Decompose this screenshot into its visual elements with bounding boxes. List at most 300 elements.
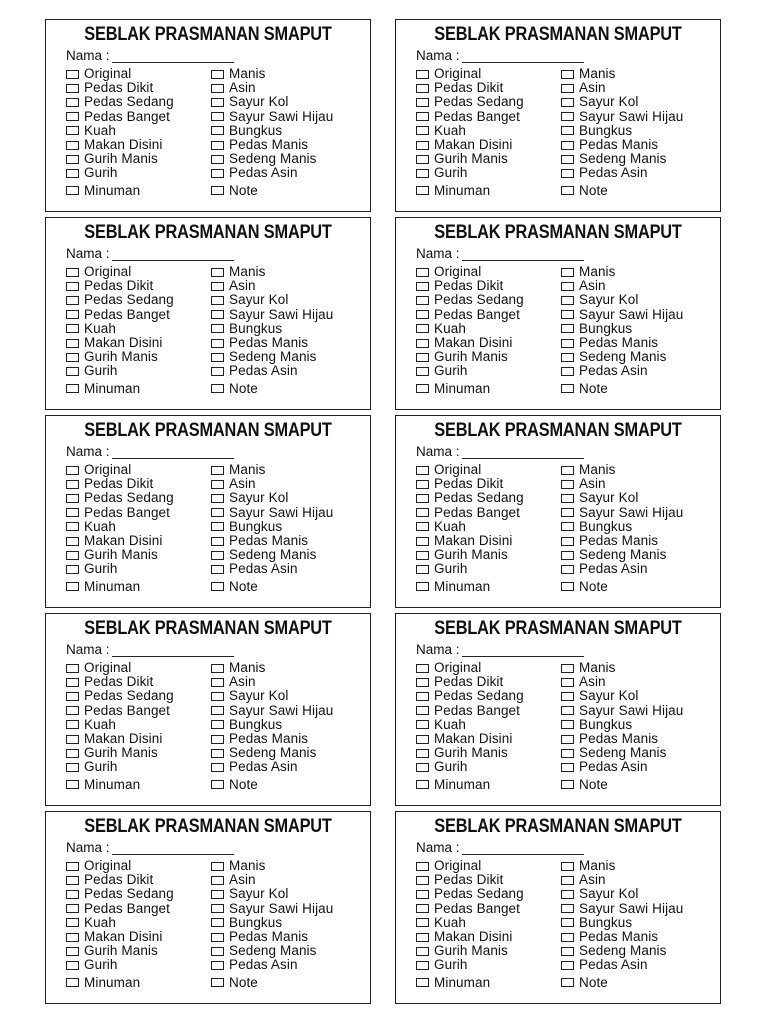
option-item[interactable]: [416, 916, 524, 930]
option-item[interactable]: [561, 152, 683, 166]
checkbox[interactable]: [211, 918, 224, 927]
option-item[interactable]: [66, 916, 174, 930]
checkbox[interactable]: [211, 565, 224, 574]
option-item[interactable]: [211, 520, 333, 534]
option-item[interactable]: [66, 958, 174, 972]
option-item[interactable]: [66, 746, 174, 760]
checkbox[interactable]: [211, 98, 224, 107]
option-item[interactable]: [211, 859, 333, 873]
option-item[interactable]: [211, 67, 333, 81]
option-item[interactable]: [211, 958, 333, 972]
checkbox[interactable]: [211, 735, 224, 744]
option-item[interactable]: [211, 81, 333, 95]
option-item[interactable]: [561, 580, 683, 594]
option-item[interactable]: [66, 477, 174, 491]
checkbox[interactable]: [211, 890, 224, 899]
checkbox[interactable]: [66, 84, 79, 93]
checkbox[interactable]: [416, 186, 429, 195]
checkbox[interactable]: [561, 186, 574, 195]
checkbox[interactable]: [561, 978, 574, 987]
checkbox[interactable]: [66, 706, 79, 715]
option-item[interactable]: [416, 463, 524, 477]
name-field[interactable]: [462, 446, 584, 459]
option-item[interactable]: [66, 873, 174, 887]
checkbox[interactable]: [561, 494, 574, 503]
option-item[interactable]: [211, 463, 333, 477]
option-item[interactable]: [416, 67, 524, 81]
option-item[interactable]: [561, 902, 683, 916]
option-item[interactable]: [211, 364, 333, 378]
option-item[interactable]: [66, 976, 174, 990]
option-item[interactable]: [561, 958, 683, 972]
checkbox[interactable]: [211, 876, 224, 885]
option-item[interactable]: [416, 110, 524, 124]
checkbox[interactable]: [416, 98, 429, 107]
checkbox[interactable]: [66, 978, 79, 987]
option-item[interactable]: [211, 336, 333, 350]
option-item[interactable]: [561, 859, 683, 873]
option-item[interactable]: [211, 124, 333, 138]
checkbox[interactable]: [561, 282, 574, 291]
checkbox[interactable]: [561, 692, 574, 701]
option-item[interactable]: [66, 124, 174, 138]
checkbox[interactable]: [561, 565, 574, 574]
option-item[interactable]: [561, 336, 683, 350]
option-item[interactable]: [66, 562, 174, 576]
option-item[interactable]: [66, 166, 174, 180]
option-item[interactable]: [416, 138, 524, 152]
checkbox[interactable]: [66, 918, 79, 927]
option-item[interactable]: [211, 350, 333, 364]
checkbox[interactable]: [66, 155, 79, 164]
checkbox[interactable]: [211, 551, 224, 560]
option-item[interactable]: [66, 81, 174, 95]
option-item[interactable]: [211, 491, 333, 505]
option-item[interactable]: [561, 293, 683, 307]
checkbox[interactable]: [211, 310, 224, 319]
option-item[interactable]: [416, 279, 524, 293]
checkbox[interactable]: [211, 70, 224, 79]
checkbox[interactable]: [561, 582, 574, 591]
checkbox[interactable]: [561, 706, 574, 715]
checkbox[interactable]: [561, 735, 574, 744]
option-item[interactable]: [66, 279, 174, 293]
checkbox[interactable]: [66, 961, 79, 970]
option-item[interactable]: [66, 689, 174, 703]
checkbox[interactable]: [561, 876, 574, 885]
name-field[interactable]: [462, 248, 584, 261]
option-item[interactable]: [561, 689, 683, 703]
checkbox[interactable]: [66, 466, 79, 475]
checkbox[interactable]: [66, 678, 79, 687]
option-item[interactable]: [66, 364, 174, 378]
option-item[interactable]: [66, 184, 174, 198]
checkbox[interactable]: [561, 70, 574, 79]
name-field[interactable]: [462, 50, 584, 63]
checkbox[interactable]: [211, 904, 224, 913]
option-item[interactable]: [66, 887, 174, 901]
option-item[interactable]: [561, 67, 683, 81]
checkbox[interactable]: [66, 537, 79, 546]
checkbox[interactable]: [211, 282, 224, 291]
checkbox[interactable]: [416, 494, 429, 503]
option-item[interactable]: [211, 308, 333, 322]
option-item[interactable]: [211, 562, 333, 576]
option-item[interactable]: [211, 778, 333, 792]
checkbox[interactable]: [561, 310, 574, 319]
option-item[interactable]: [211, 110, 333, 124]
checkbox[interactable]: [416, 339, 429, 348]
checkbox[interactable]: [561, 720, 574, 729]
option-item[interactable]: [416, 704, 524, 718]
checkbox[interactable]: [66, 862, 79, 871]
option-item[interactable]: [211, 887, 333, 901]
checkbox[interactable]: [66, 551, 79, 560]
checkbox[interactable]: [561, 268, 574, 277]
checkbox[interactable]: [66, 70, 79, 79]
checkbox[interactable]: [211, 508, 224, 517]
option-item[interactable]: [211, 976, 333, 990]
checkbox[interactable]: [66, 508, 79, 517]
checkbox[interactable]: [416, 282, 429, 291]
checkbox[interactable]: [66, 282, 79, 291]
checkbox[interactable]: [416, 155, 429, 164]
option-item[interactable]: [66, 350, 174, 364]
checkbox[interactable]: [561, 353, 574, 362]
option-item[interactable]: [66, 293, 174, 307]
option-item[interactable]: [416, 520, 524, 534]
checkbox[interactable]: [416, 70, 429, 79]
option-item[interactable]: [66, 580, 174, 594]
option-item[interactable]: [66, 463, 174, 477]
checkbox[interactable]: [416, 862, 429, 871]
checkbox[interactable]: [416, 353, 429, 362]
option-item[interactable]: [416, 491, 524, 505]
checkbox[interactable]: [416, 692, 429, 701]
checkbox[interactable]: [561, 918, 574, 927]
checkbox[interactable]: [416, 537, 429, 546]
option-item[interactable]: [66, 944, 174, 958]
checkbox[interactable]: [211, 763, 224, 772]
checkbox[interactable]: [416, 466, 429, 475]
option-item[interactable]: [561, 944, 683, 958]
option-item[interactable]: [416, 308, 524, 322]
name-field[interactable]: [112, 248, 234, 261]
option-item[interactable]: [561, 138, 683, 152]
checkbox[interactable]: [416, 367, 429, 376]
option-item[interactable]: [561, 661, 683, 675]
checkbox[interactable]: [416, 890, 429, 899]
option-item[interactable]: [66, 704, 174, 718]
checkbox[interactable]: [561, 367, 574, 376]
checkbox[interactable]: [416, 324, 429, 333]
option-item[interactable]: [561, 520, 683, 534]
checkbox[interactable]: [561, 890, 574, 899]
option-item[interactable]: [561, 718, 683, 732]
checkbox[interactable]: [66, 384, 79, 393]
option-item[interactable]: [561, 548, 683, 562]
checkbox[interactable]: [211, 339, 224, 348]
option-item[interactable]: [416, 152, 524, 166]
option-item[interactable]: [211, 580, 333, 594]
option-item[interactable]: [211, 873, 333, 887]
checkbox[interactable]: [561, 508, 574, 517]
checkbox[interactable]: [66, 735, 79, 744]
option-item[interactable]: [211, 760, 333, 774]
option-item[interactable]: [66, 308, 174, 322]
option-item[interactable]: [211, 138, 333, 152]
checkbox[interactable]: [416, 720, 429, 729]
checkbox[interactable]: [211, 367, 224, 376]
checkbox[interactable]: [211, 947, 224, 956]
checkbox[interactable]: [211, 480, 224, 489]
checkbox[interactable]: [211, 933, 224, 942]
option-item[interactable]: [66, 382, 174, 396]
option-item[interactable]: [66, 902, 174, 916]
checkbox[interactable]: [211, 780, 224, 789]
checkbox[interactable]: [211, 141, 224, 150]
option-item[interactable]: [561, 491, 683, 505]
option-item[interactable]: [211, 279, 333, 293]
checkbox[interactable]: [416, 749, 429, 758]
name-field[interactable]: [462, 842, 584, 855]
option-item[interactable]: [66, 520, 174, 534]
checkbox[interactable]: [66, 749, 79, 758]
option-item[interactable]: [211, 548, 333, 562]
option-item[interactable]: [66, 67, 174, 81]
checkbox[interactable]: [66, 720, 79, 729]
checkbox[interactable]: [66, 494, 79, 503]
name-field[interactable]: [112, 446, 234, 459]
checkbox[interactable]: [211, 84, 224, 93]
checkbox[interactable]: [66, 310, 79, 319]
checkbox[interactable]: [561, 466, 574, 475]
option-item[interactable]: [211, 152, 333, 166]
option-item[interactable]: [66, 760, 174, 774]
option-item[interactable]: [416, 661, 524, 675]
option-item[interactable]: [416, 718, 524, 732]
checkbox[interactable]: [66, 169, 79, 178]
checkbox[interactable]: [66, 367, 79, 376]
option-item[interactable]: [66, 548, 174, 562]
option-item[interactable]: [561, 778, 683, 792]
checkbox[interactable]: [416, 961, 429, 970]
checkbox[interactable]: [561, 537, 574, 546]
checkbox[interactable]: [416, 508, 429, 517]
checkbox[interactable]: [561, 780, 574, 789]
option-item[interactable]: [66, 95, 174, 109]
checkbox[interactable]: [66, 890, 79, 899]
option-item[interactable]: [66, 930, 174, 944]
checkbox[interactable]: [211, 155, 224, 164]
checkbox[interactable]: [561, 339, 574, 348]
checkbox[interactable]: [211, 582, 224, 591]
checkbox[interactable]: [66, 98, 79, 107]
name-field[interactable]: [462, 644, 584, 657]
option-item[interactable]: [66, 322, 174, 336]
option-item[interactable]: [416, 760, 524, 774]
checkbox[interactable]: [561, 678, 574, 687]
option-item[interactable]: [416, 944, 524, 958]
checkbox[interactable]: [211, 749, 224, 758]
checkbox[interactable]: [416, 296, 429, 305]
checkbox[interactable]: [66, 565, 79, 574]
checkbox[interactable]: [561, 112, 574, 121]
option-item[interactable]: [416, 859, 524, 873]
checkbox[interactable]: [211, 268, 224, 277]
checkbox[interactable]: [416, 126, 429, 135]
checkbox[interactable]: [66, 664, 79, 673]
option-item[interactable]: [561, 732, 683, 746]
option-item[interactable]: [416, 873, 524, 887]
checkbox[interactable]: [66, 268, 79, 277]
option-item[interactable]: [561, 930, 683, 944]
checkbox[interactable]: [416, 565, 429, 574]
option-item[interactable]: [66, 491, 174, 505]
option-item[interactable]: [561, 873, 683, 887]
option-item[interactable]: [416, 548, 524, 562]
option-item[interactable]: [561, 746, 683, 760]
checkbox[interactable]: [561, 904, 574, 913]
checkbox[interactable]: [66, 522, 79, 531]
option-item[interactable]: [66, 675, 174, 689]
option-item[interactable]: [561, 976, 683, 990]
option-item[interactable]: [416, 293, 524, 307]
checkbox[interactable]: [416, 141, 429, 150]
option-item[interactable]: [416, 689, 524, 703]
option-item[interactable]: [66, 718, 174, 732]
checkbox[interactable]: [561, 324, 574, 333]
option-item[interactable]: [416, 976, 524, 990]
option-item[interactable]: [416, 958, 524, 972]
option-item[interactable]: [416, 265, 524, 279]
option-item[interactable]: [561, 184, 683, 198]
option-item[interactable]: [561, 166, 683, 180]
option-item[interactable]: [416, 124, 524, 138]
checkbox[interactable]: [561, 947, 574, 956]
checkbox[interactable]: [211, 961, 224, 970]
option-item[interactable]: [211, 916, 333, 930]
checkbox[interactable]: [561, 862, 574, 871]
option-item[interactable]: [211, 944, 333, 958]
checkbox[interactable]: [561, 155, 574, 164]
checkbox[interactable]: [416, 522, 429, 531]
checkbox[interactable]: [561, 961, 574, 970]
option-item[interactable]: [416, 382, 524, 396]
checkbox[interactable]: [211, 324, 224, 333]
checkbox[interactable]: [416, 678, 429, 687]
checkbox[interactable]: [561, 296, 574, 305]
option-item[interactable]: [561, 887, 683, 901]
option-item[interactable]: [211, 293, 333, 307]
option-item[interactable]: [561, 382, 683, 396]
option-item[interactable]: [561, 506, 683, 520]
option-item[interactable]: [211, 184, 333, 198]
option-item[interactable]: [211, 382, 333, 396]
option-item[interactable]: [66, 732, 174, 746]
checkbox[interactable]: [416, 582, 429, 591]
option-item[interactable]: [416, 506, 524, 520]
checkbox[interactable]: [66, 947, 79, 956]
option-item[interactable]: [561, 81, 683, 95]
checkbox[interactable]: [211, 678, 224, 687]
option-item[interactable]: [416, 732, 524, 746]
checkbox[interactable]: [211, 664, 224, 673]
checkbox[interactable]: [66, 582, 79, 591]
checkbox[interactable]: [66, 692, 79, 701]
checkbox[interactable]: [561, 84, 574, 93]
name-field[interactable]: [112, 50, 234, 63]
checkbox[interactable]: [66, 763, 79, 772]
name-field[interactable]: [112, 644, 234, 657]
option-item[interactable]: [416, 336, 524, 350]
option-item[interactable]: [211, 95, 333, 109]
option-item[interactable]: [211, 322, 333, 336]
option-item[interactable]: [66, 265, 174, 279]
checkbox[interactable]: [66, 324, 79, 333]
option-item[interactable]: [66, 138, 174, 152]
option-item[interactable]: [561, 322, 683, 336]
checkbox[interactable]: [211, 353, 224, 362]
checkbox[interactable]: [211, 706, 224, 715]
option-item[interactable]: [66, 336, 174, 350]
option-item[interactable]: [416, 322, 524, 336]
checkbox[interactable]: [416, 112, 429, 121]
checkbox[interactable]: [416, 664, 429, 673]
checkbox[interactable]: [561, 126, 574, 135]
checkbox[interactable]: [66, 876, 79, 885]
option-item[interactable]: [416, 580, 524, 594]
checkbox[interactable]: [416, 904, 429, 913]
option-item[interactable]: [211, 732, 333, 746]
checkbox[interactable]: [561, 522, 574, 531]
option-item[interactable]: [416, 675, 524, 689]
checkbox[interactable]: [416, 169, 429, 178]
checkbox[interactable]: [561, 480, 574, 489]
checkbox[interactable]: [416, 310, 429, 319]
checkbox[interactable]: [211, 537, 224, 546]
option-item[interactable]: [211, 902, 333, 916]
checkbox[interactable]: [66, 780, 79, 789]
option-item[interactable]: [66, 110, 174, 124]
option-item[interactable]: [211, 704, 333, 718]
option-item[interactable]: [66, 661, 174, 675]
checkbox[interactable]: [66, 296, 79, 305]
checkbox[interactable]: [416, 918, 429, 927]
option-item[interactable]: [211, 534, 333, 548]
option-item[interactable]: [211, 675, 333, 689]
option-item[interactable]: [66, 859, 174, 873]
checkbox[interactable]: [561, 551, 574, 560]
checkbox[interactable]: [211, 186, 224, 195]
checkbox[interactable]: [416, 480, 429, 489]
option-item[interactable]: [561, 279, 683, 293]
checkbox[interactable]: [211, 692, 224, 701]
option-item[interactable]: [561, 463, 683, 477]
option-item[interactable]: [211, 477, 333, 491]
checkbox[interactable]: [66, 141, 79, 150]
checkbox[interactable]: [66, 933, 79, 942]
option-item[interactable]: [416, 81, 524, 95]
checkbox[interactable]: [561, 384, 574, 393]
option-item[interactable]: [211, 265, 333, 279]
option-item[interactable]: [416, 902, 524, 916]
checkbox[interactable]: [211, 169, 224, 178]
checkbox[interactable]: [211, 522, 224, 531]
checkbox[interactable]: [66, 186, 79, 195]
option-item[interactable]: [66, 506, 174, 520]
option-item[interactable]: [211, 506, 333, 520]
